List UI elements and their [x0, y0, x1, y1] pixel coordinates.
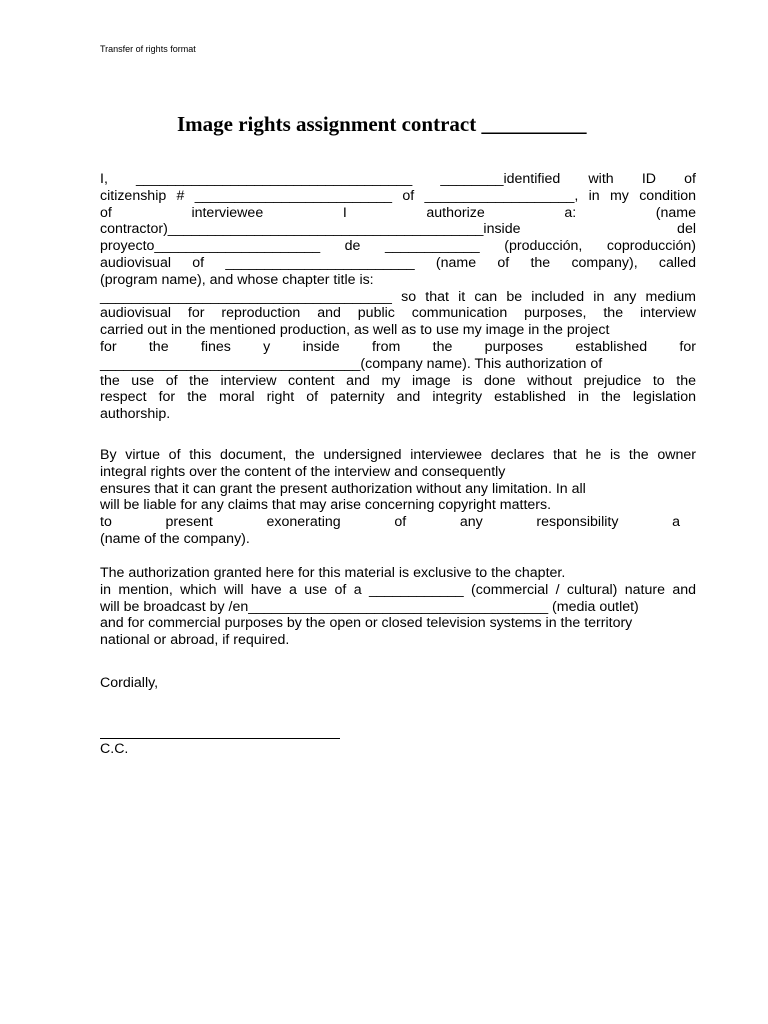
text-line: national or abroad, if required. — [100, 632, 290, 649]
text-line: (name of the company). — [100, 530, 250, 547]
document-title: Image rights assignment contract __________ — [177, 112, 587, 136]
text-line: and for commercial purposes by the open or closed television systems in the territory — [100, 615, 633, 632]
text-line: of interviewee I authorize a: (name — [100, 204, 696, 221]
text-line: will be broadcast by /en______________________________________ (media outlet) — [100, 598, 639, 615]
text-line: authorship. — [100, 406, 171, 423]
text-line: The authorization granted here for this material is exclusive to the chapter. — [100, 565, 566, 581]
text-line: integral rights over the content of the interview and consequently — [100, 463, 506, 480]
text-line: (program name), and whose chapter title is: — [100, 271, 374, 288]
text-line: _____________________________________ so that it can be included in any medium — [100, 288, 696, 305]
paragraph-exclusivity — [100, 565, 696, 649]
text-line: proyecto_____________________ de ____________ (producción, coproducción) — [100, 238, 696, 255]
text-line: will be liable for any claims that may arise concerning copyright matters. — [100, 497, 552, 514]
text-line: for the fines y inside from the purposes established for — [100, 338, 696, 355]
closing-line: Cordially, — [100, 675, 159, 691]
paragraph-declaration — [100, 447, 696, 548]
signature-line — [100, 738, 340, 739]
paragraph-authorization — [100, 171, 696, 423]
signature-label: C.C. — [100, 741, 129, 757]
text-line: I, ___________________________________ ________identified with ID of — [100, 171, 696, 187]
text-line: ensures that it can grant the present authorization without any limitation. In all — [100, 480, 586, 497]
text-line: in mention, which will have a use of a ____________ (commercial / cultural) nature and — [100, 581, 696, 598]
text-line: the use of the interview content and my image is done without prejudice to the — [100, 372, 696, 389]
text-line: respect for the moral right of paternity and integrity established in the legislation — [100, 389, 696, 406]
text-line: to present exonerating of any responsibility a — [100, 514, 680, 531]
text-line: _________________________________(company name). This authorization of — [100, 355, 603, 372]
text-line: audiovisual for reproduction and public communication purposes, the interview — [100, 305, 696, 322]
closing-text — [100, 675, 696, 692]
text-line: citizenship # _________________________ of ___________________, in my condition — [100, 187, 696, 204]
text-line: audiovisual of ________________________ (name of the company), called — [100, 254, 696, 271]
text-line: carried out in the mentioned production, as well as to use my image in the project — [100, 322, 610, 339]
text-line: contractor)________________________________________inside del — [100, 221, 696, 238]
page-header: Transfer of rights format — [100, 44, 196, 54]
signature-block — [100, 741, 696, 758]
text-line: By virtue of this document, the undersigned interviewee declares that he is the owner — [100, 447, 696, 463]
